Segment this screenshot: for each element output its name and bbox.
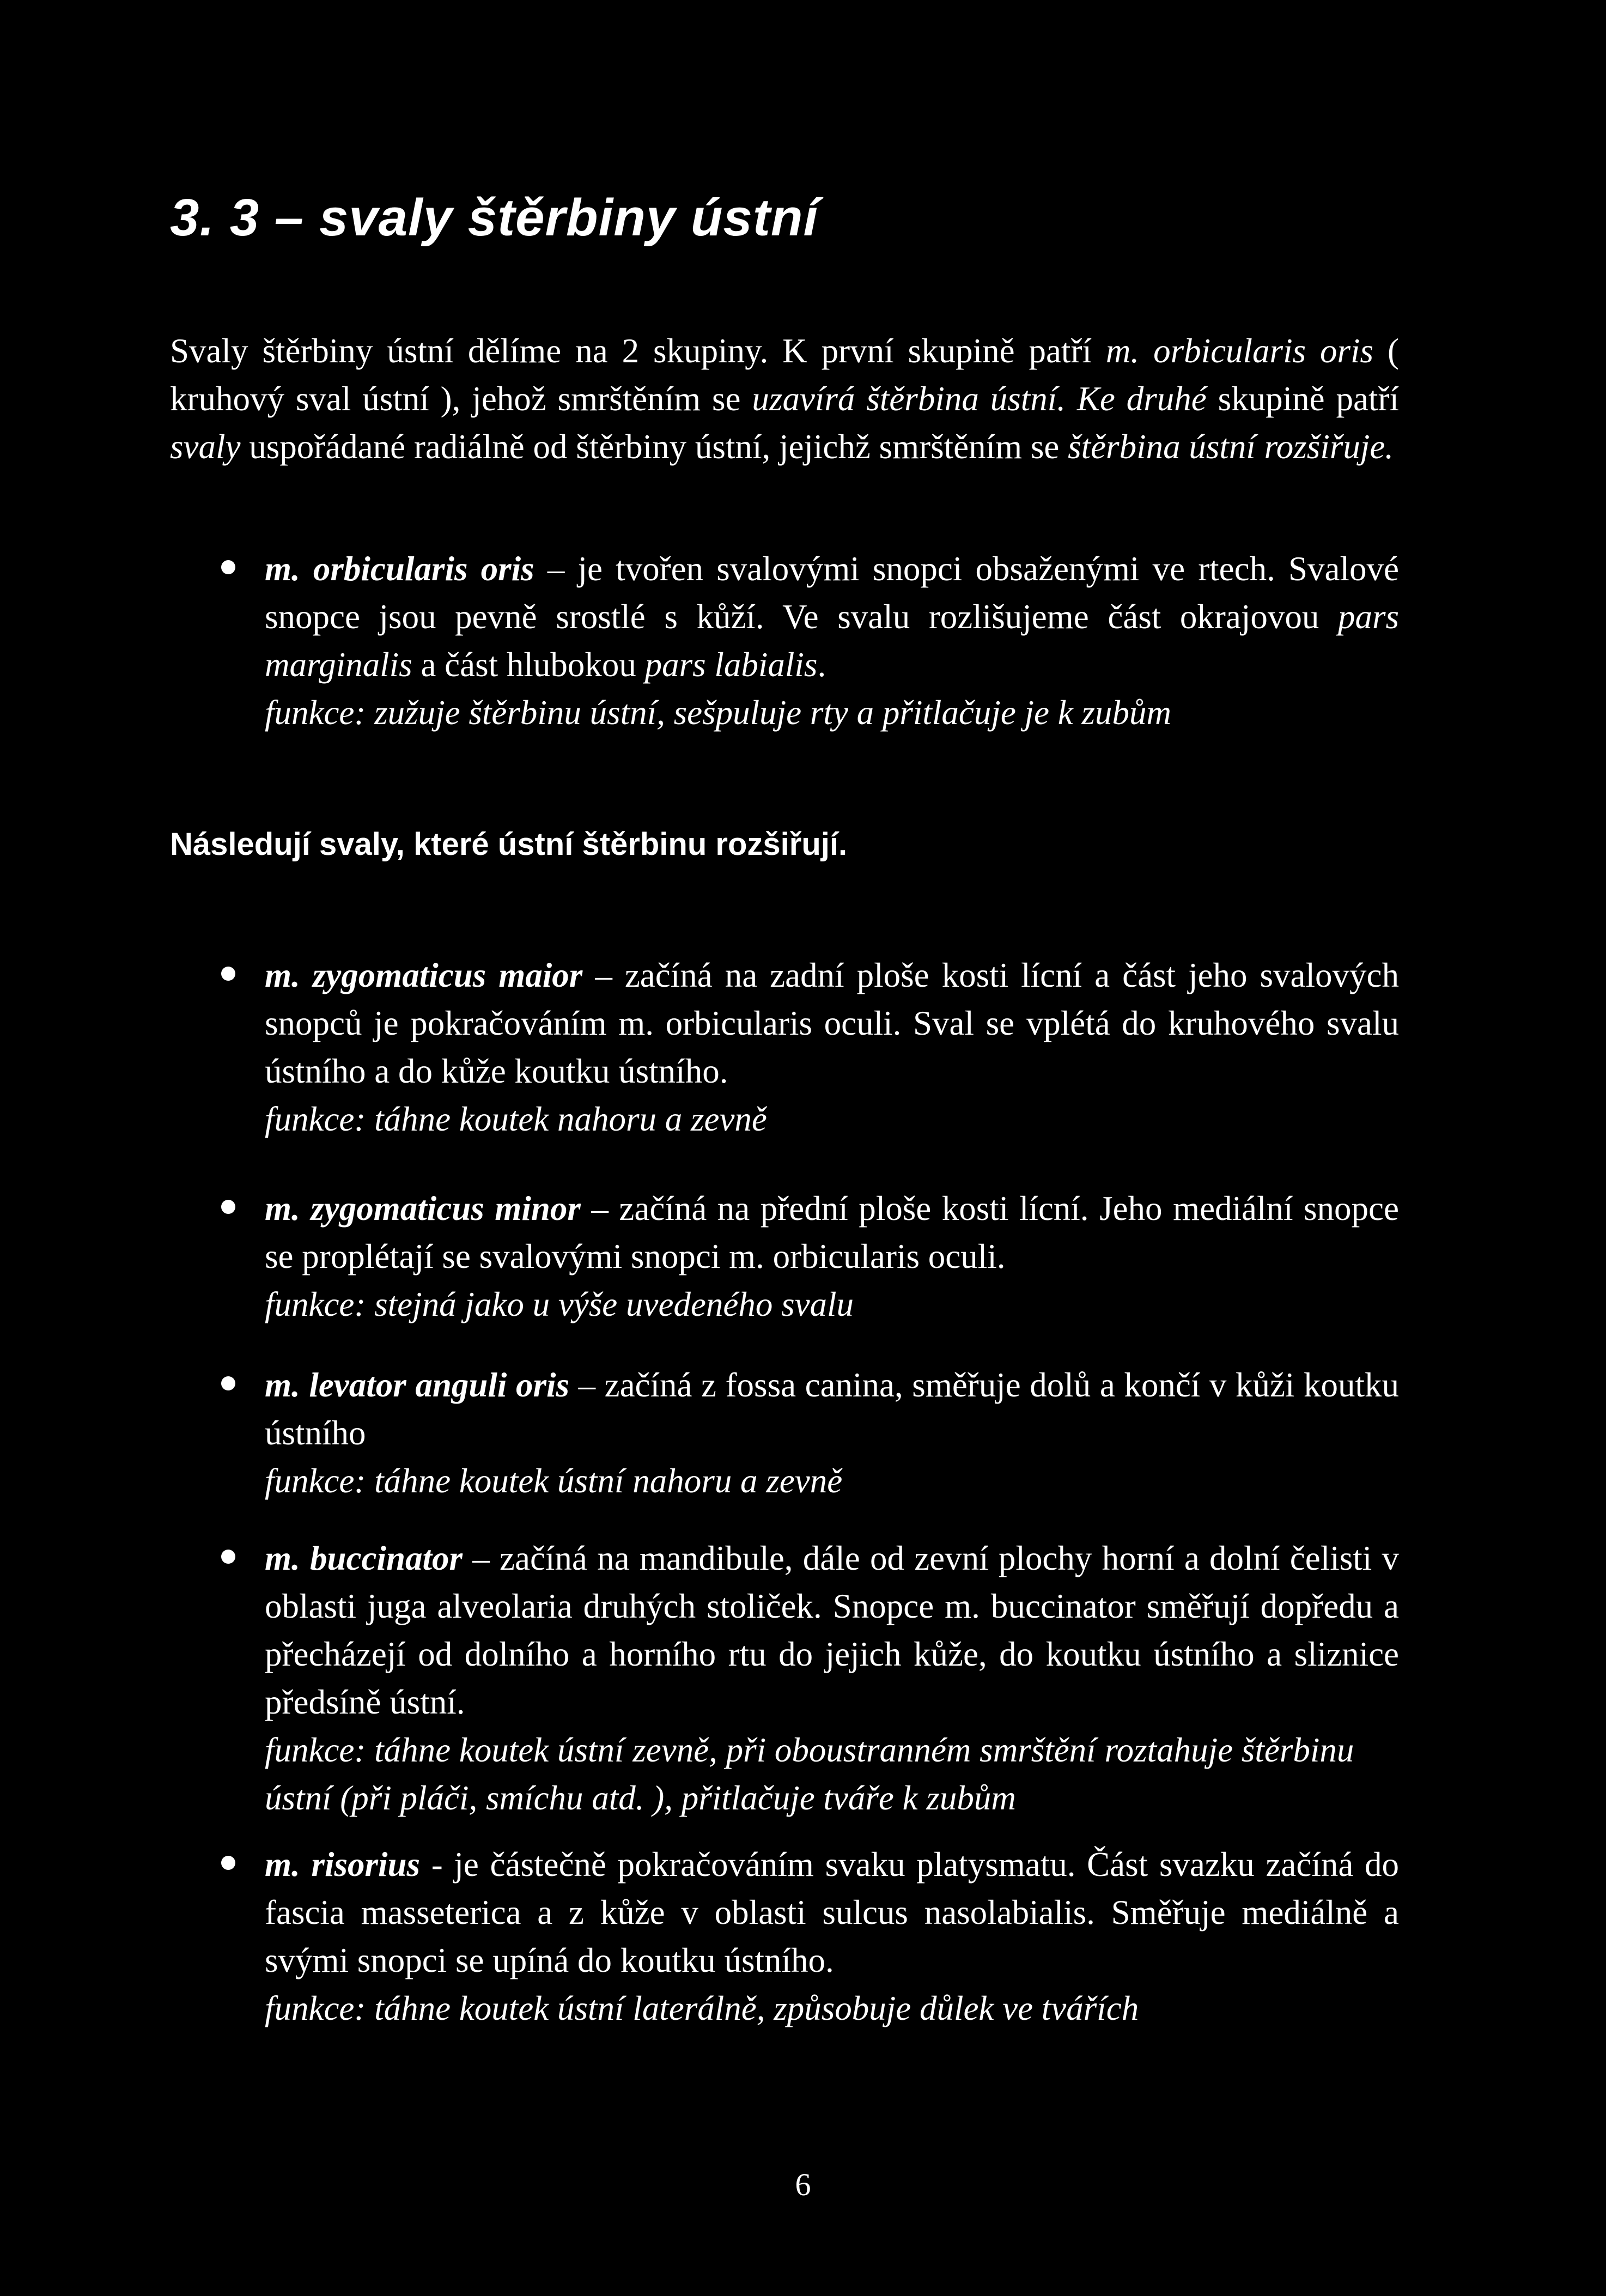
muscle-text: – začíná na mandibule, dále od zevní plochy horní a dolní čelisti v oblasti juga alveolaria druhých stoliček. Snopce m. buccinator směřují dopředu a přecházejí od dolního a horního rtu do jejich kůže, do koutku ústního a sliznice předsíně ústní. — [265, 1539, 1399, 1721]
muscle-function: funkce: zužuje štěrbinu ústní, sešpuluje rty a přitlačuje je k zubům — [265, 694, 1171, 732]
subheading: Následují svaly, které ústní štěrbinu rozšiřují. — [170, 827, 848, 862]
muscle-name: m. zygomaticus minor — [265, 1189, 581, 1228]
intro-text-1: Svaly štěrbiny ústní dělíme na 2 skupiny. K první skupině patří — [170, 332, 1106, 370]
intro-term-svaly: svaly — [170, 428, 241, 466]
muscle-description — [265, 951, 1399, 1095]
muscle-text: – je tvořen svalovými snopci obsaženými ve rtech. Svalové snopce jsou pevně srostlé s kůží. Ve svalu rozlišujeme část okrajovou — [265, 550, 1399, 636]
muscle-name: m. levator anguli oris — [265, 1366, 570, 1404]
section-title: 3. 3 – svaly štěrbiny ústní — [170, 189, 819, 247]
muscle-text-mid: a část hlubokou — [412, 646, 645, 684]
intro-text-3: skupině patří — [1206, 380, 1399, 418]
muscle-description — [265, 1534, 1399, 1726]
bullet-icon — [221, 1200, 235, 1214]
term-pars-labialis: pars labialis — [644, 646, 818, 684]
muscle-name: m. zygomaticus maior — [265, 956, 583, 994]
intro-term-closes: uzavírá štěrbina ústní. Ke druhé — [752, 380, 1207, 418]
page-number: 6 — [795, 2167, 811, 2202]
muscle-function: funkce: táhne koutek ústní nahoru a zevně — [265, 1462, 843, 1500]
bullet-icon — [221, 1856, 235, 1870]
muscle-function: funkce: táhne koutek ústní laterálně, způsobuje důlek ve tvářích — [265, 1989, 1139, 2027]
muscle-description — [265, 1841, 1399, 1984]
bullet-icon — [221, 1376, 235, 1390]
muscle-name: m. risorius — [265, 1845, 421, 1884]
intro-text-4: uspořádané radiálně od štěrbiny ústní, jejichž smrštěním se — [240, 428, 1068, 466]
muscle-function: funkce: táhne koutek ústní zevně, při oboustranném smrštění roztahuje štěrbinu ústní (při pláči, smíchu atd. ), přitlačuje tváře k zubům — [265, 1731, 1354, 1817]
muscle-text: – začíná z fossa canina, směřuje dolů a končí v kůži koutku ústního — [265, 1366, 1400, 1452]
muscle-description — [265, 545, 1399, 689]
muscle-description — [265, 1185, 1399, 1280]
muscle-name: m. buccinator — [265, 1539, 463, 1577]
muscle-function: funkce: táhne koutek nahoru a zevně — [265, 1100, 767, 1138]
intro-term-orbicularis: m. orbicularis oris — [1105, 332, 1374, 370]
muscle-text: – začíná na zadní ploše kosti lícní a část jeho svalových snopců je pokračováním m. orbicularis oculi. Sval se vplétá do kruhového svalu ústního a do kůže koutku ústního. — [265, 956, 1399, 1090]
list-item — [265, 1841, 1399, 2032]
intro-paragraph — [170, 327, 1399, 471]
muscle-description — [265, 1361, 1399, 1457]
intro-term-widens: štěrbina ústní rozšiřuje. — [1068, 428, 1394, 466]
list-item — [265, 545, 1399, 737]
term-pars-marginalis: pars marginalis — [265, 598, 1399, 684]
bullet-icon — [221, 1550, 235, 1564]
bullet-icon — [221, 560, 235, 574]
list-item — [265, 1361, 1399, 1505]
intro-text-2: ( kruhový sval ústní ), jehož smrštěním se — [170, 332, 1400, 418]
muscle-text: – začíná na přední ploše kosti lícní. Jeho mediální snopce se proplétají se svalovými snopci m. orbicularis oculi. — [265, 1189, 1399, 1275]
muscle-text: - je částečně pokračováním svaku platysmatu. Část svazku začíná do fascia masseterica a z kůže v oblasti sulcus nasolabialis. Směřuje mediálně a svými snopci se upíná do koutku ústního. — [265, 1845, 1399, 1979]
bullet-icon — [221, 967, 235, 981]
list-item — [265, 1185, 1399, 1328]
muscle-text-end: . — [817, 646, 826, 684]
list-item — [265, 1534, 1399, 1822]
muscle-function: funkce: stejná jako u výše uvedeného svalu — [265, 1285, 854, 1323]
muscle-name: m. orbicularis oris — [265, 550, 534, 588]
list-item — [265, 951, 1399, 1143]
